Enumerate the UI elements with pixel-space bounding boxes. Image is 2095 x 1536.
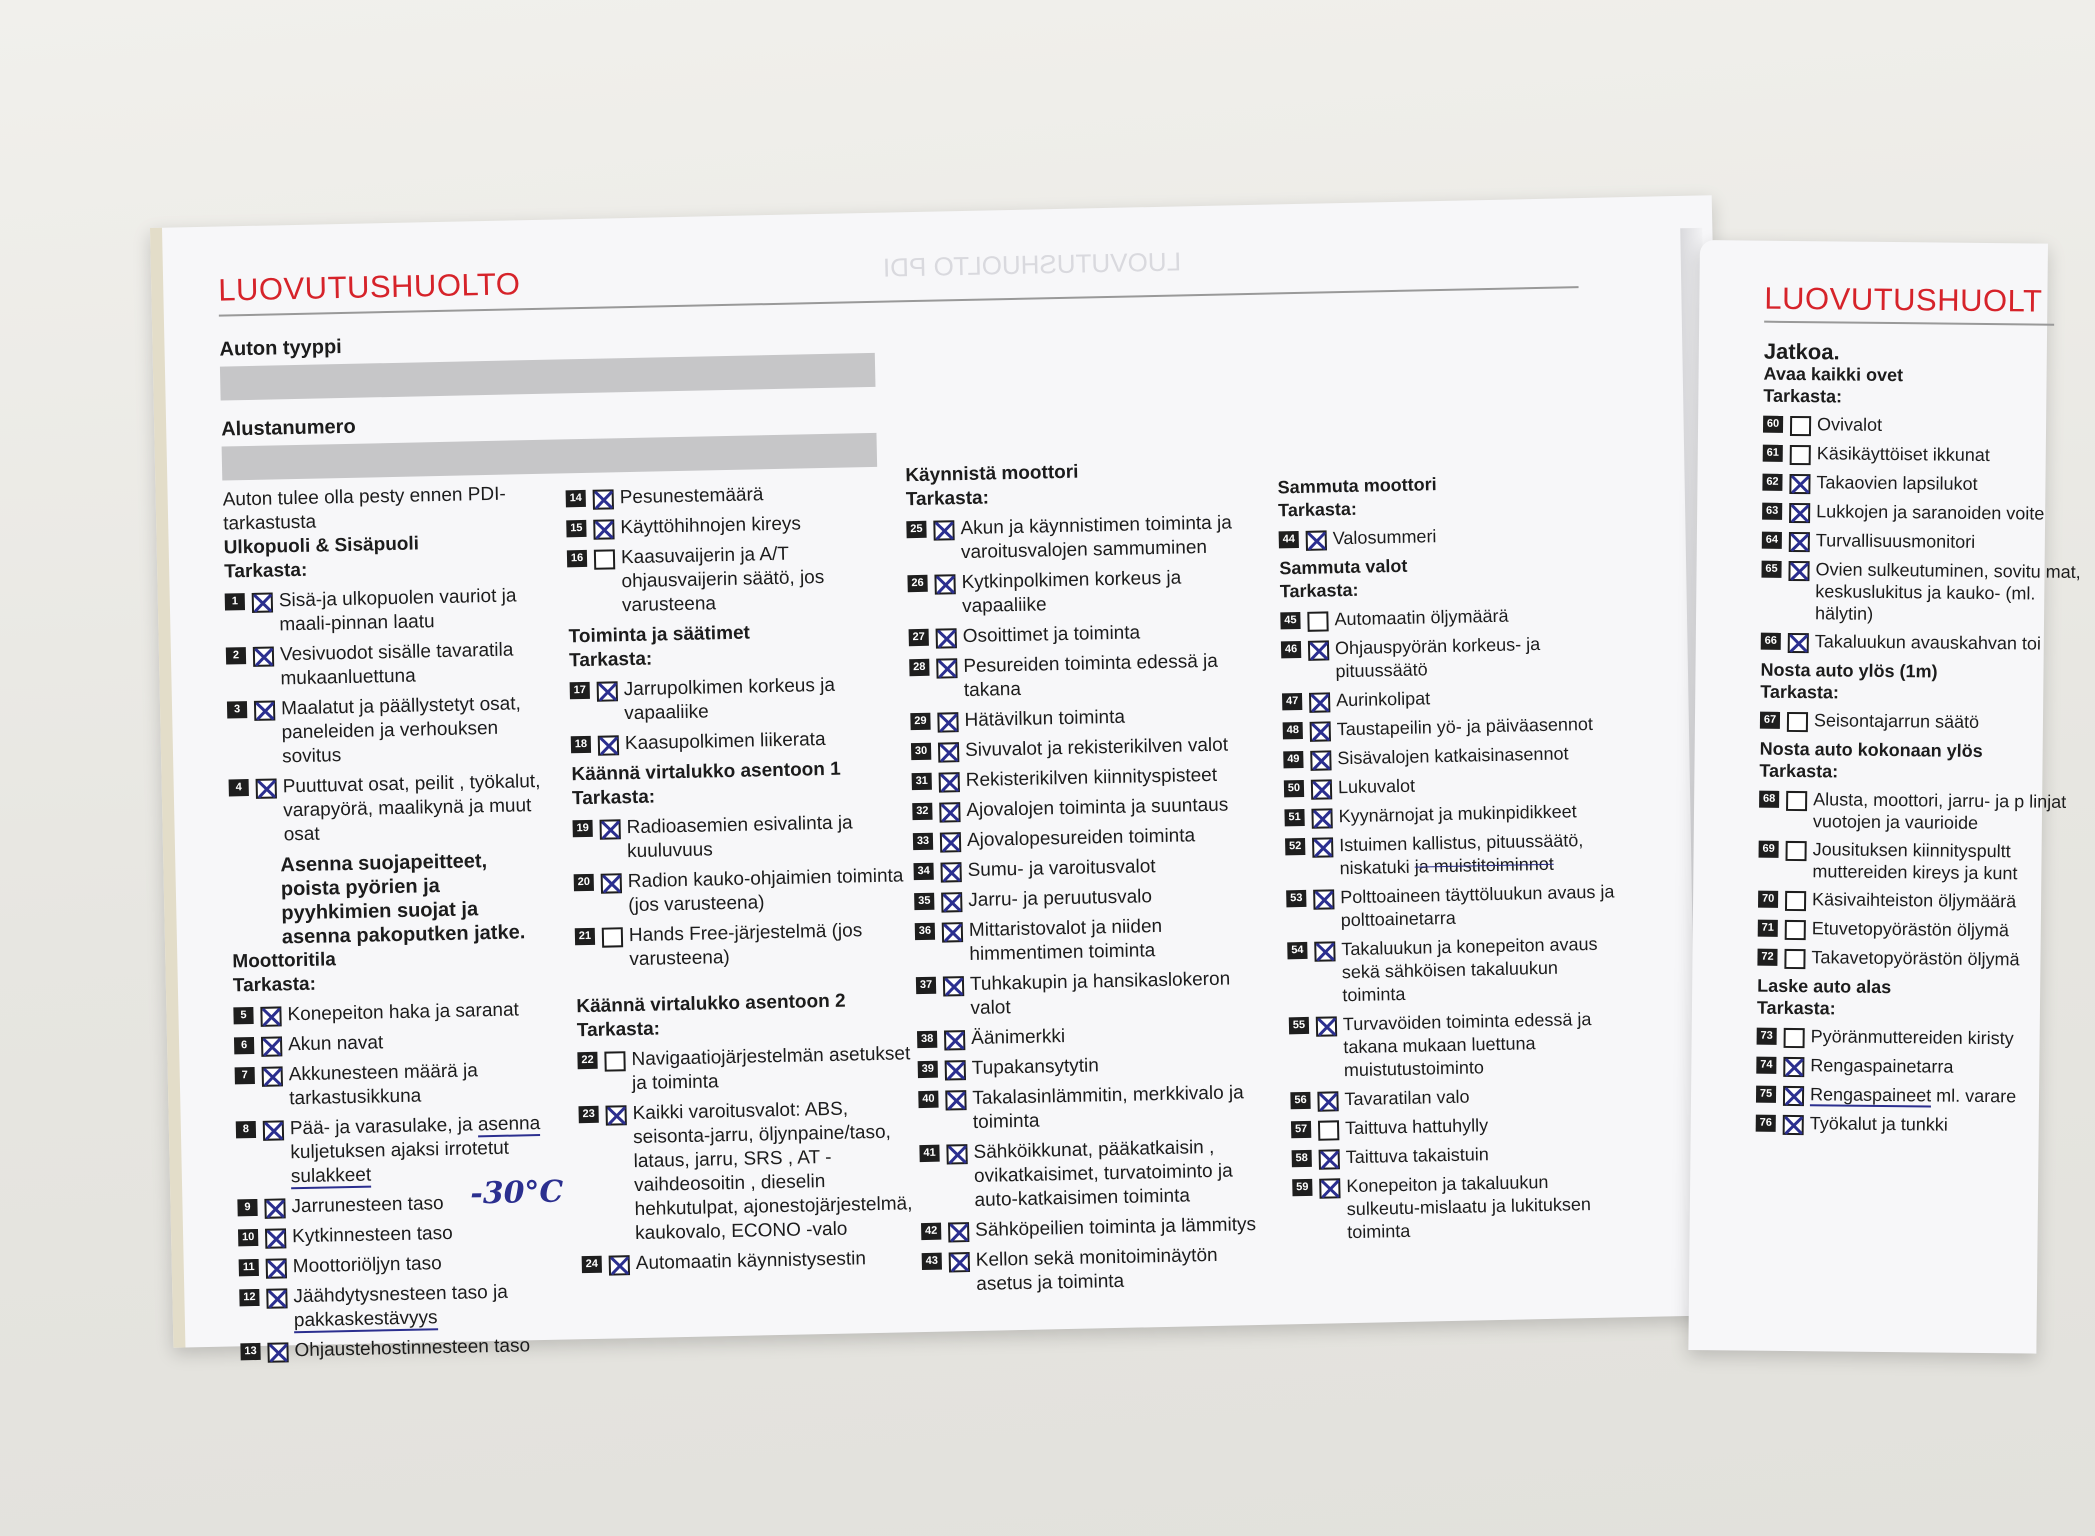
checkbox[interactable] <box>1789 532 1810 552</box>
checkbox[interactable] <box>265 1228 286 1248</box>
section-heading: Toiminta ja säätimet <box>568 622 751 648</box>
checkbox[interactable] <box>601 873 622 893</box>
section-heading: Käynnistä moottori <box>905 461 1079 487</box>
checkbox[interactable] <box>939 772 960 792</box>
checklist-item: 26 Kytkinpolkimen korkeus ja vapaaliike <box>907 565 1263 620</box>
section-heading: Käännä virtalukko asentoon 1 <box>571 758 841 786</box>
checklist-item: 31 Rekisterikilven kiinnityspisteet <box>912 763 1267 794</box>
checkbox[interactable] <box>948 1222 969 1242</box>
checkbox[interactable] <box>1783 1086 1804 1106</box>
checkbox[interactable] <box>263 1120 284 1140</box>
checkbox[interactable] <box>937 712 958 732</box>
checkbox[interactable] <box>1314 941 1335 961</box>
checkbox[interactable] <box>267 1342 288 1362</box>
checkbox[interactable] <box>1319 1178 1340 1198</box>
checkbox[interactable] <box>1785 891 1806 911</box>
checklist-item: 1 Sisä-ja ulkopuolen vauriot ja maali-pinnan laatu <box>225 584 546 639</box>
checklist-item: 18 Kaasupolkimen liikerata <box>571 726 906 757</box>
checklist-item: 30 Sivuvalot ja rekisterikilven valot <box>911 733 1266 764</box>
checklist-item: 3 Maalatut ja päällystetyt osat, paneleiden ja verhouksen sovitus <box>227 692 548 771</box>
checklist-item: 47 Aurinkolipat <box>1282 683 1612 713</box>
checkbox[interactable] <box>1311 779 1332 799</box>
tarkasta-label: Tarkasta: <box>571 786 656 810</box>
checklist-item: 13 Ohjaustehostinnesteen taso <box>240 1334 560 1365</box>
checkbox[interactable] <box>1783 1115 1804 1135</box>
checklist-item: 65 Ovien sulkeutuminen, sovitu mat, keskuslukitus ja kauko- (ml. hälytin) <box>1761 558 2092 627</box>
checkbox[interactable] <box>602 927 623 947</box>
booklet-left-page <box>150 195 1735 1362</box>
checklist-item: 42 Sähköpeilien toiminta ja lämmitys <box>921 1213 1276 1244</box>
checkbox[interactable] <box>1312 837 1333 857</box>
checkbox[interactable] <box>1310 750 1331 770</box>
checklist-item: 59 Konepeiton ja takaluukun sulkeutu-mislaatu ja lukituksen toiminta <box>1292 1169 1623 1245</box>
checklist-item: 8 Pää- ja varasulake, ja asenna kuljetuksen ajaksi irrotetut sulakkeet <box>236 1112 557 1191</box>
checklist-item: 73 Pyöränmuttereiden kiristy <box>1757 1025 2087 1051</box>
checkbox[interactable] <box>605 1105 626 1125</box>
checklist-item: 54 Takaluukun ja konepeiton avaus sekä sähköisen takaluukun toiminta <box>1287 932 1618 1008</box>
checkbox[interactable] <box>940 862 961 882</box>
tarkasta-label: Tarkasta: <box>1279 579 1359 602</box>
checkbox[interactable] <box>1790 445 1811 465</box>
checklist-item: 7 Akkunesteen määrä ja tarkastusikkuna <box>235 1058 556 1113</box>
section-heading: Sammuta valot <box>1279 555 1408 579</box>
checklist-item: 27 Osoittimet ja toiminta <box>909 619 1264 650</box>
tarkasta-label: Tarkasta: <box>1759 760 1839 782</box>
tarkasta-label: Tarkasta: <box>576 1018 661 1042</box>
section-heading: Avaa kaikki ovet <box>1763 363 1904 386</box>
checklist-item: 60 Ovivalot <box>1763 413 2093 439</box>
section-heading: Nosta auto kokonaan ylös <box>1759 738 1983 761</box>
auton-tyyppi-label: Auton tyyppi <box>219 336 342 361</box>
checkbox[interactable] <box>943 976 964 996</box>
checkbox[interactable] <box>1787 712 1808 732</box>
page-title: LUOVUTUSHUOLTO <box>217 266 521 308</box>
checklist-item: 48 Taustapeilin yö- ja päiväasennot <box>1283 712 1613 742</box>
alustanumero-label: Alustanumero <box>221 415 356 441</box>
column-1 <box>222 482 560 1371</box>
checkbox[interactable] <box>266 1258 287 1278</box>
checkbox[interactable] <box>593 519 614 539</box>
checkbox[interactable] <box>1319 1149 1340 1169</box>
checklist-item: 24 Automaatin käynnistysestin <box>582 1246 917 1277</box>
checklist-item: 61 Käsikäyttöiset ikkunat <box>1763 442 2093 468</box>
checklist-item: 39 Tupakansytytin <box>918 1051 1273 1082</box>
checklist-item: 72 Takavetopyörästön öljymä <box>1757 946 2087 972</box>
tarkasta-label: Tarkasta: <box>568 648 653 672</box>
checkbox[interactable] <box>949 1252 970 1272</box>
checkbox[interactable] <box>594 549 615 569</box>
column-3 <box>905 457 1278 1304</box>
checklist-item: 21 Hands Free-järjestelmä (jos varusteena) <box>575 918 911 973</box>
checkbox[interactable] <box>1307 611 1328 631</box>
tarkasta-label: Tarkasta: <box>1277 498 1358 521</box>
tarkasta-label: Tarkasta: <box>1763 385 1843 407</box>
checkbox[interactable] <box>1784 949 1805 969</box>
tarkasta-label: Tarkasta: <box>224 559 308 583</box>
auton-tyyppi-field <box>220 353 876 401</box>
checkbox[interactable] <box>598 735 619 755</box>
checklist-item: 23 Kaikki varoitusvalot: ABS, seisonta-jarru, öljynpaine/taso, lataus, jarru, SRS , AT -vaihdeosoitin , dieselin hehkutulpat, ajonestojärjestelmä, kaukovalo, ECONO -valo <box>578 1096 916 1247</box>
section-heading: Nosta auto ylös (1m) <box>1760 659 1938 682</box>
tarkasta-label: Tarkasta: <box>905 487 990 511</box>
checkbox[interactable] <box>1786 791 1807 811</box>
checklist-item: 6 Akun navat <box>234 1028 554 1059</box>
section-heading: Sammuta moottori <box>1277 474 1437 498</box>
checklist-item: 74 Rengaspainetarra <box>1756 1054 2086 1080</box>
checkbox[interactable] <box>942 922 963 942</box>
checkbox[interactable] <box>939 802 960 822</box>
page-title: LUOVUTUSHUOLT <box>1764 280 2043 319</box>
checklist-item: 69 Jousituksen kiinnityspultt muttereiden kireys ja kunt <box>1758 838 2088 885</box>
checklist-item: 10 Kytkinnesteen taso <box>238 1220 558 1251</box>
checkbox[interactable] <box>253 646 274 666</box>
checklist-item: 50 Lukuvalot <box>1284 770 1614 800</box>
checklist-item: 20 Radion kauko-ohjaimien toiminta (jos varusteena) <box>574 864 910 919</box>
booklet-right-page <box>1688 240 2081 1354</box>
checkbox[interactable] <box>1308 640 1329 660</box>
column-2 <box>565 474 917 1283</box>
checklist-item: 16 Kaasuvaijerin ja A/T ohjausvaijerin säätö, jos varusteena <box>567 540 903 619</box>
checkbox[interactable] <box>1318 1120 1339 1140</box>
checklist-item: 64 Turvallisuusmonitori <box>1762 529 2092 555</box>
checkbox[interactable] <box>254 700 275 720</box>
checkbox[interactable] <box>1317 1091 1338 1111</box>
checklist-item: 44 Valosummeri <box>1279 522 1609 552</box>
checklist-item: 67 Seisontajarrun säätö <box>1760 709 2090 735</box>
checkbox[interactable] <box>609 1255 630 1275</box>
checklist-item: 45 Automaatin öljymäärä <box>1280 603 1610 633</box>
checklist-item: 70 Käsivaihteiston öljymäärä <box>1758 888 2088 914</box>
checkbox[interactable] <box>264 1198 285 1218</box>
checklist-item: 40 Takalasinlämmitin, merkkivalo ja toiminta <box>918 1081 1274 1136</box>
checklist-item: 12 Jäähdytysnesteen taso ja pakkaskestävyys <box>239 1280 560 1335</box>
checklist-item: 57 Taittuva hattuhylly <box>1291 1111 1621 1141</box>
tarkasta-label: Tarkasta: <box>1756 997 1836 1019</box>
checklist-item: 36 Mittaristovalot ja niiden himmentimen toiminta <box>915 913 1271 968</box>
checkbox[interactable] <box>941 892 962 912</box>
checklist-item: 63 Lukkojen ja saranoiden voite <box>1762 500 2092 526</box>
checkbox[interactable] <box>1786 841 1807 861</box>
checklist-item: 9 Jarrunesteen taso <box>237 1190 557 1221</box>
checkbox[interactable] <box>1313 889 1334 909</box>
checkbox[interactable] <box>1316 1016 1337 1036</box>
section-heading: Moottoritila <box>232 949 337 973</box>
title-divider <box>1764 321 2054 326</box>
checkbox[interactable] <box>599 819 620 839</box>
checkbox[interactable] <box>934 574 955 594</box>
checklist-item: 43 Kellon sekä monitoiminäytön asetus ja toiminta <box>922 1243 1278 1298</box>
checklist-item: 53 Polttoaineen täyttöluukun avaus ja polttoainetarra <box>1286 880 1617 933</box>
checkbox[interactable] <box>1788 561 1809 581</box>
checklist-item: 19 Radioasemien esivalinta ja kuuluvuus <box>572 810 908 865</box>
column-4 <box>1277 470 1623 1252</box>
checkbox[interactable] <box>940 832 961 852</box>
checklist-item: 56 Tavaratilan valo <box>1290 1082 1620 1112</box>
checkbox[interactable] <box>933 520 954 540</box>
checklist-item: 37 Tuhkakupin ja hansikaslokeron valot <box>916 967 1272 1022</box>
checklist-item: 71 Etuvetopyörästön öljymä <box>1758 917 2088 943</box>
instruction-note: Asenna suojapeitteet, poista pyörien ja pyyhkimien suojat ja asenna pakoputken jatke. <box>280 850 526 949</box>
checkbox[interactable] <box>262 1066 283 1086</box>
checklist-item: 58 Taittuva takaistuin <box>1292 1140 1622 1170</box>
checkbox[interactable] <box>252 593 273 613</box>
checklist-item: 34 Sumu- ja varoitusvalot <box>913 853 1268 884</box>
checkbox[interactable] <box>1310 721 1331 741</box>
checkbox[interactable] <box>1306 530 1327 550</box>
checklist-item: 29 Hätävilkun toiminta <box>910 703 1265 734</box>
section-heading: Käännä virtalukko asentoon 2 <box>576 990 846 1018</box>
alustanumero-field <box>222 433 878 481</box>
bleed-through-text: LUOVUTUSHUOLTO PDI <box>882 246 1182 283</box>
checkbox[interactable] <box>256 778 277 798</box>
checkbox[interactable] <box>260 1006 281 1026</box>
checklist-item: 66 Takaluukun avauskahvan toi <box>1761 630 2091 656</box>
checkbox[interactable] <box>1788 633 1809 653</box>
checkbox[interactable] <box>1309 692 1330 712</box>
section-heading: Ulkopuoli & Sisäpuoli <box>223 533 420 559</box>
checklist-item: 14 Pesunestemäärä <box>566 480 901 511</box>
checkbox[interactable] <box>1311 808 1332 828</box>
intro-text: Auton tulee olla pesty ennen PDI-tarkastusta <box>222 483 506 535</box>
checklist-item: 38 Äänimerkki <box>917 1021 1272 1052</box>
checkbox[interactable] <box>944 1030 965 1050</box>
checklist-item: 76 Työkalut ja tunkki <box>1756 1112 2086 1138</box>
checkbox[interactable] <box>1784 1028 1805 1048</box>
checklist-item: 35 Jarru- ja peruutusvalo <box>914 883 1269 914</box>
checkbox[interactable] <box>1790 416 1811 436</box>
checkbox[interactable] <box>936 658 957 678</box>
column-5 <box>1756 338 2094 1144</box>
checklist-item: 62 Takaovien lapsilukot <box>1762 471 2092 497</box>
checklist-item: 11 Moottoriöljyn taso <box>239 1250 559 1281</box>
checklist-item: 22 Navigaatiojärjestelmän asetukset ja toiminta <box>577 1042 913 1097</box>
tarkasta-label: Tarkasta: <box>1760 681 1840 703</box>
checkbox[interactable] <box>1789 503 1810 523</box>
checkbox[interactable] <box>938 742 959 762</box>
checkbox[interactable] <box>1783 1057 1804 1077</box>
checkbox[interactable] <box>945 1060 966 1080</box>
checklist-item: 28 Pesureiden toiminta edessä ja takana <box>909 649 1265 704</box>
checklist-item: 2 Vesivuodot sisälle tavaratila mukaanluettuna <box>226 638 547 693</box>
checkbox[interactable] <box>593 489 614 509</box>
checklist-item: 51 Kyynärnojat ja mukinpidikkeet <box>1284 799 1614 829</box>
checkbox[interactable] <box>604 1051 625 1071</box>
checklist-item: 68 Alusta, moottori, jarru- ja p linjat vuotojen ja vaurioide <box>1759 788 2089 835</box>
checkbox[interactable] <box>1785 920 1806 940</box>
section-heading: Laske auto alas <box>1757 975 1892 998</box>
checklist-item: 32 Ajovalojen toiminta ja suuntaus <box>912 793 1267 824</box>
handwritten-temperature: -30°C <box>469 1174 564 1212</box>
checklist-item: 17 Jarrupolkimen korkeus ja vapaaliike <box>570 672 906 727</box>
checklist-item: 55 Turvavöiden toiminta edessä ja takana mukaan luettuna muistutustoiminto <box>1289 1007 1620 1083</box>
tarkasta-label: Tarkasta: <box>232 973 317 997</box>
checkbox[interactable] <box>936 628 957 648</box>
checklist-item: 33 Ajovalopesureiden toiminta <box>913 823 1268 854</box>
checklist-item: 4 Puuttuvat osat, peilit , työkalut, varapyörä, maalikynä ja muut osat <box>229 770 550 849</box>
checkbox[interactable] <box>946 1144 967 1164</box>
checkbox[interactable] <box>261 1036 282 1056</box>
checklist-item: 75 Rengaspaineet ml. varare <box>1756 1083 2086 1109</box>
checklist-item: 5 Konepeiton haka ja saranat <box>233 998 553 1029</box>
section-heading: Jatkoa. <box>1763 338 1840 365</box>
checklist-item: 52 Istuimen kallistus, pituussäätö, niskatuki ja muistitoiminnot <box>1285 828 1616 881</box>
checkbox[interactable] <box>266 1288 287 1308</box>
checklist-item: 46 Ohjauspyörän korkeus- ja pituussäätö <box>1281 631 1612 684</box>
checklist-item: 41 Sähköikkunat, pääkatkaisin , ovikatkaisimet, turvatoiminto ja auto-katkaisimen toiminta <box>919 1135 1275 1214</box>
checklist-item: 15 Käyttöhihnojen kireys <box>566 510 901 541</box>
checkbox[interactable] <box>945 1090 966 1110</box>
checkbox[interactable] <box>597 681 618 701</box>
checklist-item: 25 Akun ja käynnistimen toiminta ja varoitusvalojen sammuminen <box>906 511 1262 566</box>
checklist-item: 49 Sisävalojen katkaisinasennot <box>1283 741 1613 771</box>
checkbox[interactable] <box>1789 474 1810 494</box>
